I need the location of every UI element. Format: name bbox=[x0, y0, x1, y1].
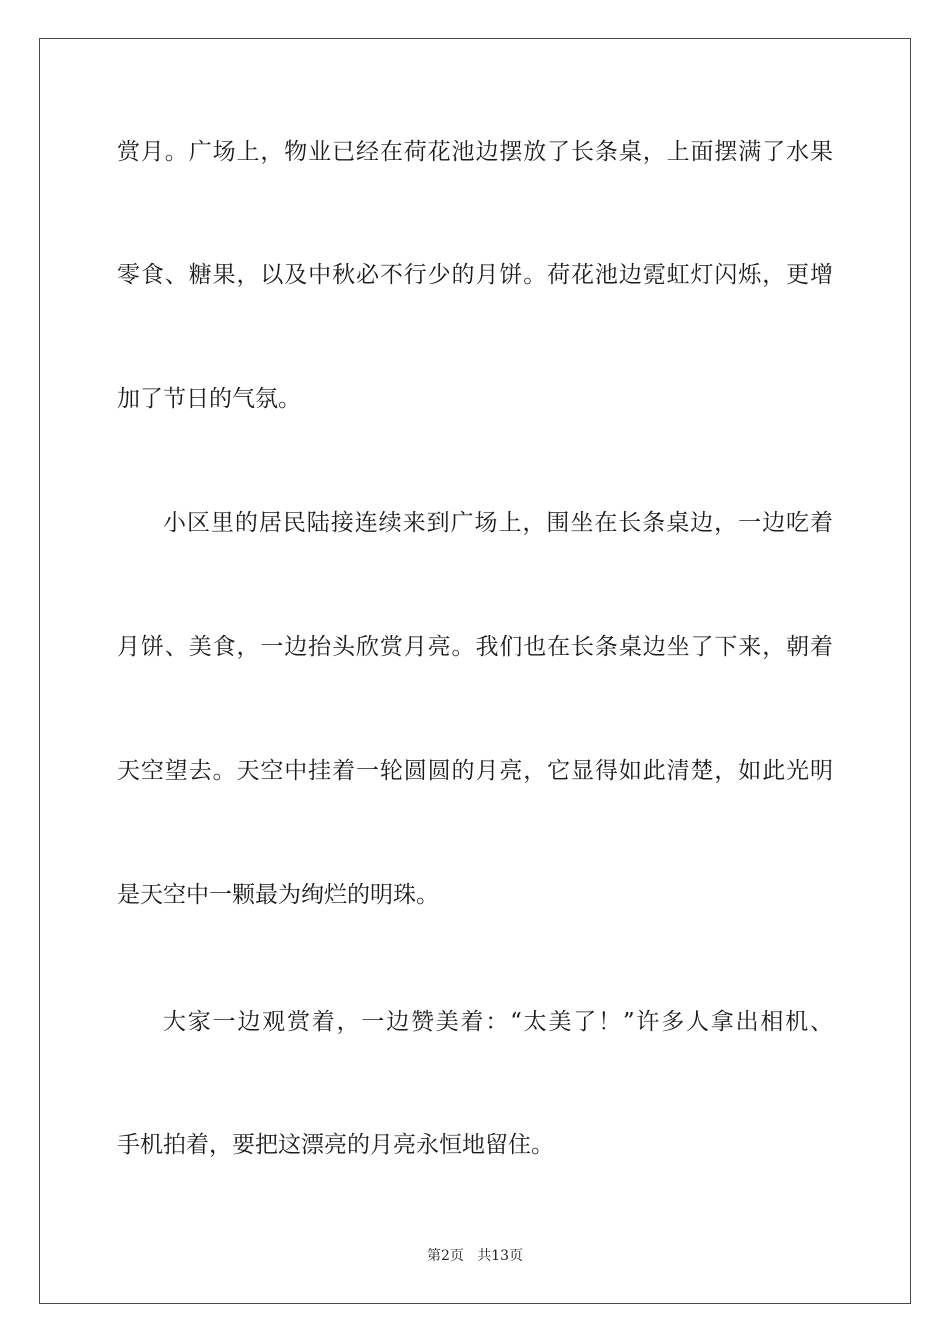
page-number-footer: 第2页 共13页 bbox=[426, 1248, 524, 1264]
text-line-2: 零食、糖果，以及中秋必不行少的月饼。荷花池边霓虹灯闪烁，更增 bbox=[117, 262, 833, 288]
text-line-5: 月饼、美食，一边抬头欣赏月亮。我们也在长条桌边坐了下来，朝着 bbox=[117, 634, 833, 660]
page-border bbox=[39, 38, 911, 1304]
text-line-9: 手机拍着，要把这漂亮的月亮永恒地留住。 bbox=[117, 1132, 554, 1158]
text-line-6: 天空望去。天空中挂着一轮圆圆的月亮，它显得如此清楚，如此光明 bbox=[117, 758, 833, 784]
text-line-3: 加了节日的气氛。 bbox=[117, 386, 301, 412]
text-line-7: 是天空中一颗最为绚烂的明珠。 bbox=[117, 882, 439, 908]
text-line-8: 大家一边观赏着，一边赞美着：“太美了！”许多人拿出相机、 bbox=[163, 1009, 833, 1035]
text-line-4: 小区里的居民陆接连续来到广场上，围坐在长条桌边，一边吃着 bbox=[163, 510, 833, 536]
text-line-1: 赏月。广场上，物业已经在荷花池边摆放了长条桌，上面摆满了水果 bbox=[117, 139, 833, 165]
